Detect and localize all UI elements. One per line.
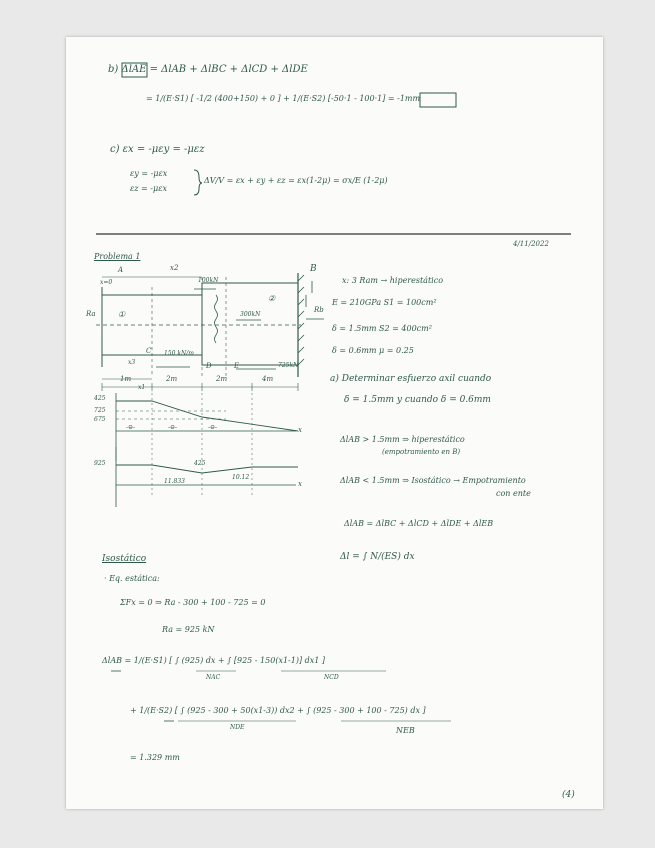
- part-b-line-2: = 1/(E·S1) [ -1/2 (400+150) + 0 ] + 1/(E·S2) [-50·1 - 100·1] = -1mm: [146, 94, 421, 103]
- ra-result: Ra = 925 kN: [162, 625, 215, 634]
- task-line-1: a) Determinar esfuerzo axil cuando: [330, 374, 492, 384]
- static-eq-label: · Eq. estática:: [104, 574, 160, 583]
- dl-term-2: + 1/(E·S2) [ ∫ (925 - 300 + 50(x1-3)) dx2 + ∫ (925 - 300 + 100 - 725) dx ]: [130, 706, 426, 715]
- page-number: (4): [562, 790, 575, 800]
- x1-label: x1: [138, 384, 146, 391]
- length-2: 2m: [166, 375, 178, 383]
- bar-1-label: ①: [118, 310, 126, 319]
- data-line-1: x: 3 Ram → hiperestático: [342, 276, 444, 285]
- load-b-label: 100kN: [198, 277, 219, 284]
- rb-label: Rb: [314, 306, 324, 314]
- x3-label: x3: [128, 359, 136, 366]
- diag2-value-2: 10.12: [232, 474, 250, 481]
- structure-diagram: [66, 37, 603, 809]
- part-b-line-1: b) ΔlAE = ΔlAB + ΔlBC + ΔlCD + ΔlDE: [108, 64, 308, 75]
- dl-result: = 1.329 mm: [130, 753, 180, 762]
- diag1-sign-1: -⊖-: [126, 424, 136, 431]
- nac-label: NAC: [206, 674, 221, 681]
- data-line-4: δ = 0.6mm μ = 0.25: [332, 346, 414, 355]
- cond-line-1: ΔlAB > 1.5mm ⇒ hiperestático: [340, 435, 465, 444]
- diag1-tick-3: 675: [94, 416, 106, 423]
- diag1-tick-1: 425: [94, 395, 106, 402]
- part-c-line-1: c) εx = -μεy = -μεz: [110, 144, 205, 155]
- load-d-label: 300kN: [240, 311, 261, 318]
- task-line-2: δ = 1.5mm y cuando δ = 0.6mm: [344, 395, 491, 405]
- wall-hatch: [298, 275, 304, 365]
- cond-line-2: (empotramiento en B): [382, 448, 461, 456]
- x2-label: x2: [170, 264, 179, 272]
- point-b-label: B: [310, 264, 317, 274]
- integral-dl: Δl = ∫ N/(ES) dx: [340, 552, 415, 562]
- point-c-label: C: [146, 347, 152, 355]
- date: 4/11/2022: [513, 240, 549, 248]
- part-c-line-2: εy = -μεx: [130, 169, 168, 178]
- boxed-term: [122, 63, 147, 77]
- x0-label: x=0: [100, 279, 113, 286]
- paper-sheet: [66, 37, 603, 809]
- diag1-sign-3: -⊖-: [208, 424, 218, 431]
- length-3: 2m: [216, 375, 228, 383]
- diag2-value-1: 11.833: [164, 478, 185, 485]
- diag1-axis-label: x: [298, 426, 302, 434]
- diag2-value-3: 425: [194, 460, 206, 467]
- load-c-label: 150 kN/m: [164, 350, 194, 357]
- point-a-label: A: [118, 266, 124, 274]
- part-c-line-3: εz = -μεx: [130, 184, 168, 193]
- cond-line-3: ΔlAB < 1.5mm ⇒ Isostático → Empotramiento: [340, 476, 526, 485]
- load-e-label: 725kN: [278, 362, 299, 369]
- data-line-3: δ = 1.5mm S2 = 400cm²: [332, 324, 432, 333]
- point-e-label: E: [234, 362, 240, 370]
- diag1-tick-2: 725: [94, 407, 106, 414]
- ncd-label: NCD: [324, 674, 339, 681]
- boxed-result: [420, 93, 456, 107]
- isostatic-title: Isostático: [102, 554, 147, 564]
- ra-label: Ra: [86, 310, 96, 318]
- length-4: 4m: [262, 375, 274, 383]
- cond-line-4: con ente: [496, 489, 531, 498]
- diag2-tick-1: 925: [94, 460, 106, 467]
- point-d-label: D: [206, 362, 212, 370]
- data-line-2: E = 210GPa S1 = 100cm²: [332, 298, 437, 307]
- brace: [194, 170, 202, 195]
- diag1-sign-2: -⊖-: [168, 424, 178, 431]
- sum-dl: ΔlAB = ΔlBC + ΔlCD + ΔlDE + ΔlEB: [344, 519, 494, 528]
- nde-label: NDE: [230, 724, 245, 731]
- dl-term-1: ΔlAB = 1/(E·S1) [ ∫ (925) dx + ∫ [925 - 150(x1-1)] dx1 ]: [102, 656, 326, 665]
- problem-title: Problema 1: [94, 252, 141, 261]
- bar-2-label: ②: [268, 294, 276, 303]
- diag2-axis-label: x: [298, 480, 302, 488]
- length-1: 1m: [120, 375, 132, 383]
- neb-label: NEB: [396, 726, 415, 735]
- sum-forces: ΣFx = 0 ⇒ Ra - 300 + 100 - 725 = 0: [120, 598, 266, 607]
- part-c-line-4: ΔV/V = εx + εy + εz = εx(1-2μ) = σx/E (1-2μ): [204, 176, 388, 185]
